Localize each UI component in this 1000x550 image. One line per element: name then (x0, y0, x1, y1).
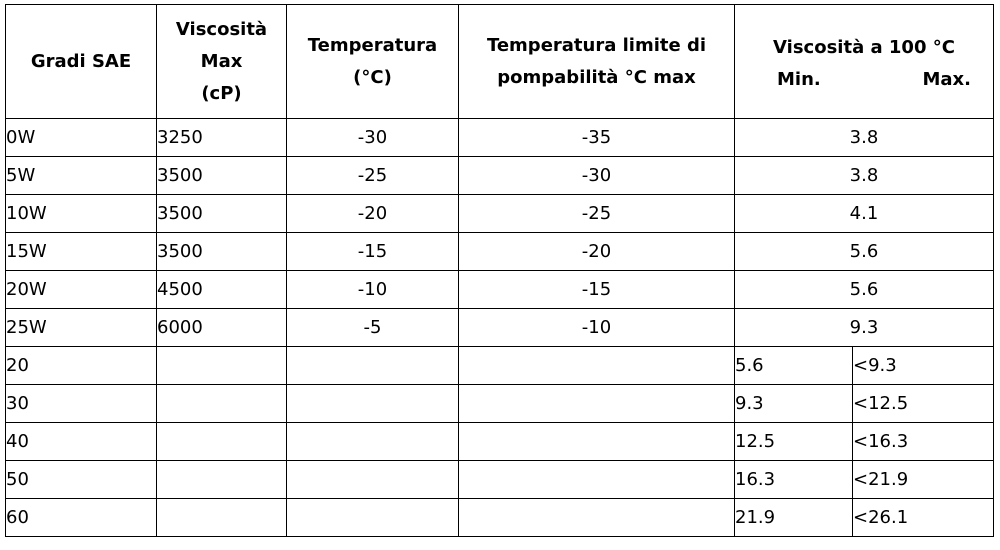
header-viscosity-max: Viscosità Max (cP) (157, 5, 287, 119)
table-row (6, 347, 994, 385)
cell-viscosity-100: 5.6 (735, 233, 994, 271)
table-row (6, 499, 994, 537)
cell-pumpability: -25 (459, 195, 735, 233)
cell-viscosity-100: 4.1 (735, 195, 994, 233)
cell-viscosity-max (157, 385, 287, 423)
table-row (6, 385, 994, 423)
cell-temperature: -25 (287, 157, 459, 195)
cell-viscosity-max: 3500 (157, 157, 287, 195)
cell-pumpability (459, 499, 735, 537)
cell-grade: 20 (6, 347, 157, 385)
cell-viscosity-100-min: 9.3 (735, 385, 853, 423)
cell-viscosity-100-min: 16.3 (735, 461, 853, 499)
cell-grade: 0W (6, 119, 157, 157)
cell-viscosity-max: 3500 (157, 195, 287, 233)
cell-viscosity-100-min: 21.9 (735, 499, 853, 537)
cell-grade: 20W (6, 271, 157, 309)
cell-temperature (287, 499, 459, 537)
cell-temperature: -30 (287, 119, 459, 157)
cell-grade: 15W (6, 233, 157, 271)
cell-temperature (287, 347, 459, 385)
table-row (6, 119, 994, 157)
cell-viscosity-max: 4500 (157, 271, 287, 309)
cell-viscosity-max (157, 347, 287, 385)
cell-grade: 10W (6, 195, 157, 233)
table-row (6, 423, 994, 461)
cell-grade: 60 (6, 499, 157, 537)
cell-pumpability (459, 461, 735, 499)
cell-grade: 40 (6, 423, 157, 461)
cell-temperature (287, 385, 459, 423)
table-header-row (6, 5, 994, 119)
header-pumpability: Temperatura limite di pompabilità °C max (459, 5, 735, 119)
cell-viscosity-max: 6000 (157, 309, 287, 347)
cell-grade: 50 (6, 461, 157, 499)
header-viscosity-100: Viscosità a 100 °C Min. Max. (735, 5, 994, 119)
cell-pumpability: -30 (459, 157, 735, 195)
header-viscosity-100-max: Max. (922, 68, 971, 90)
cell-viscosity-max (157, 423, 287, 461)
cell-grade: 25W (6, 309, 157, 347)
table-row (6, 461, 994, 499)
cell-pumpability (459, 385, 735, 423)
cell-viscosity-100: 9.3 (735, 309, 994, 347)
cell-viscosity-100-max: <9.3 (853, 347, 994, 385)
cell-viscosity-100-min: 5.6 (735, 347, 853, 385)
table-row (6, 195, 994, 233)
cell-pumpability: -10 (459, 309, 735, 347)
cell-viscosity-100-max: <16.3 (853, 423, 994, 461)
cell-viscosity-100: 3.8 (735, 119, 994, 157)
cell-viscosity-100-min: 12.5 (735, 423, 853, 461)
cell-viscosity-max: 3500 (157, 233, 287, 271)
cell-viscosity-100-max: <21.9 (853, 461, 994, 499)
cell-pumpability (459, 347, 735, 385)
cell-temperature (287, 423, 459, 461)
cell-viscosity-100-max: <26.1 (853, 499, 994, 537)
cell-pumpability (459, 423, 735, 461)
table-row (6, 233, 994, 271)
cell-pumpability: -20 (459, 233, 735, 271)
cell-pumpability: -35 (459, 119, 735, 157)
cell-viscosity-100: 3.8 (735, 157, 994, 195)
cell-viscosity-max: 3250 (157, 119, 287, 157)
table-row (6, 309, 994, 347)
header-temperature: Temperatura (°C) (287, 5, 459, 119)
cell-grade: 5W (6, 157, 157, 195)
cell-temperature: -10 (287, 271, 459, 309)
table-row (6, 271, 994, 309)
cell-temperature: -5 (287, 309, 459, 347)
table-row (6, 157, 994, 195)
cell-viscosity-100: 5.6 (735, 271, 994, 309)
cell-temperature (287, 461, 459, 499)
cell-pumpability: -15 (459, 271, 735, 309)
cell-temperature: -20 (287, 195, 459, 233)
sae-viscosity-table (5, 4, 994, 537)
header-viscosity-100-min: Min. (777, 68, 821, 90)
cell-viscosity-max (157, 461, 287, 499)
cell-viscosity-max (157, 499, 287, 537)
header-grade: Gradi SAE (6, 5, 157, 119)
cell-viscosity-100-max: <12.5 (853, 385, 994, 423)
cell-grade: 30 (6, 385, 157, 423)
cell-temperature: -15 (287, 233, 459, 271)
